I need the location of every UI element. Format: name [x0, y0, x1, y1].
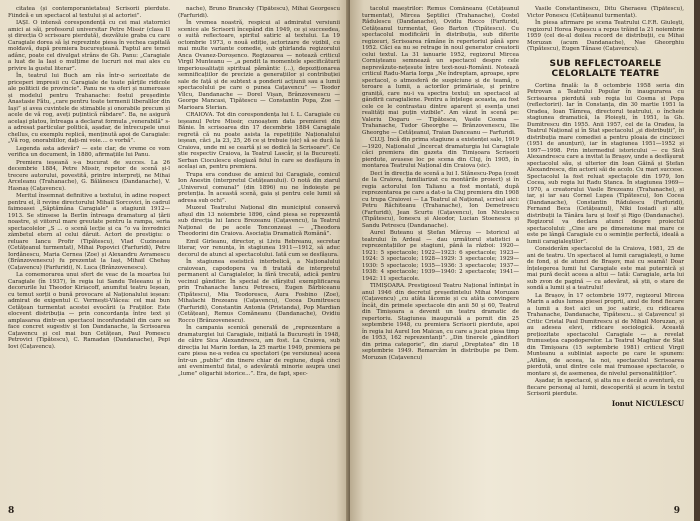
paragraph: Cortina finală: la 8 octombrie 1958 seria din Petrovan a Teatrului Popular în inaugurarea cu Scrisoarea pierdută sub regia lui Cosma și Popa (reflectoriri). Iar în Constanța, din 30 martie 1951 la Oradea, Ioan Tâmrea, directorul teatrului, o încheie stagiunea dramatică, la Ploiești, în 1951, la Gh. Dumitrescu din 1955. Anii 1957, cel de la Oradea, la Teatrul Național și în Stat spectacolul „și distribuții”, în distribuția mare comediei a pentru ploaia de cincizeci (1951 de anunțuri), iar în stagiunea 1951—1952 și 1997—1998. Prin intermediul istoricului — cu Sică Alexandrescu care a invitat la Brașov, unde a desfășurat spectacolul său, și ulterior din Ioan Găină și Ștefan Alexandrescu, din actorii săi de acolo. Cu mari succese. Spectacolul la fost reluat spectacole din 1979, Ion Cocea, sub regia lui Radu Stanca. În stagiunea 1969—1970, a creatorului Vasile Brezeanu (Trahanache), și iar, și iar sau Cornel Lupea (Tipătescu), Ion Cocea (Dandanache), Constantin Rădulescu (Farfuridi), Fernand Beca (Cetățeanul), Niki Iosiadi și alte distribuții la Tânăra Iaru și Iosif și Rigo (Dandanache). Regizorul va declara atunci despre proiectul spectacolului: „Cine are pe dimensiune mai mare ce este pe lângă Caragiale cu o seminție perfectă, ideală a lumii caragialeştilor”. — [527, 82, 684, 245]
paragraph: Vasile Constantinescu, Ditu Gheraesu (Tipătescu), Victor Ponescu (Cetățeanul turmentat). — [527, 6, 684, 19]
section-heading: SUB REFLECTOARELE CELORLALTE TEATRE — [549, 58, 662, 79]
paragraph: La Brașov, în 17 octombrie 1977, regizorul Mircea Marin a adus lumea piesei proprii, anul de fond fiecare a lumii a fost aici un joc satiric, cu ridicarea Trahanache, Dandanache, Tipătescu... și Cațavencu! și Critic Cristal Paul Dumitrescu și de Mihail Moruzan, și au adesea elevi, ridicare sociologică. Această prețiozitate spectacolul Caragiale — a revelat frumusețea capodoperelor. La Teatrul Maghiar de Stat din Timișoara (15 septembrie 1981) criticul Virgil Munteanu a subliniat aspecte pe care le spunem: „Aflăm, de aceea, la noi, spectacolul Scrisoarea pierdută, unul dintre cele mai frumoase spectacole, o montare și, de asemenea, de nivelul personalităților”. — [527, 292, 684, 377]
paragraph: Meritul însemnat definitive a textului, în adine respect pentru el, îl revine directorului Mihail Sorcovici, în cadrul faimoasei „Săptămâna Caragiale” a stagiunii 1912—1913. Se stinsese la Berlin întreaga dramaturg al țării noastre, și viitorul mare greutate pentru la rampa, seria spectacolelor „S ... o scenă lecție și ca ”o va învrednici zâmbetul etern al celui dăruit. Actori de prestigiu: o reluare Iancu Profir (Tipătescu), Vlad Cuzineanu (Cetățeanul turmentat), Mihai Popovici (Farfuridi), Petre Iordănescu, Maria Cernea (Zoe) și Alexandru Avramescu (Brânzovenescu) fu prezentat la Iași, Mihail Chehaș (Cațavencu) (Farfuridi), N. Luca (Brânzovenescu). — [8, 193, 170, 271]
right-column-2-body — [527, 83, 684, 398]
paragraph: Premiera ieșeană s-a bucurat de succes. La 26 decembrie 1884, Petre Missir, repetor de scenă și-l trecere autorului, povestită, printre interpreți, ne Mihai Arceleanu (Trahanache), G. Bălănescu (Dandanache), V. Hasnaș (Cațavencu). — [8, 159, 170, 192]
right-column-1 — [362, 6, 519, 506]
right-page-columns — [362, 6, 684, 506]
page-number-left: 8 — [8, 506, 15, 516]
left-column-2 — [178, 6, 340, 506]
paragraph: În stagiunea eseistică interbelică, a Naționalului craiovean, capodopera va fi tratată de interpretul permanent al Caragialelor, la fără trecută, adică pentru vecinul gânditor. În special de sfârșitul exemplificarea prin Trahanache Iancu Petrescu, Eugen Bărbiceanu (Tipătescu), Mia Teodorescu, Aura Fosbino (Zoe), Mihalachi Brezeanu (Cațavencu), Cocea Dumitrescu (Farfuridi), Constantin Antonia (Pristanda), Pop Mardian (Cetățean), Remus Comăneanu (Dandanache), Ovidiu Rocco (Brânzovenescu). — [178, 259, 340, 324]
paragraph: La comemorarea unui sfert de veac de la moartea lui Caragiale (în 1937), în regia lui Sandu Teleeanu și în decorurile lui Theodor Kiriacoff, anumitul teatru Ieșean, cu temut sorții o bună provocare al Naționalului ieșean: admirat de exigentul C. Vermești-Vlăcea: cel mai bun Cetățean turmentat acestei evocării (a Frațiilor. Este elocvent distribuția — prin concordanța între text și amplasarea dintr-un spectacol inconfundabil din care se face concret sugestiv și Ion Dandanache, la Scrisoarea Cațavencu și cel mai bun Cetățean, Paul Pomescu Petrovici (Tipătescu), C. Ramadan (Dandanache), Pepi Iovi (Cațavencu). — [8, 272, 170, 350]
right-column-2 — [527, 6, 684, 506]
page-number-right: 9 — [673, 506, 680, 516]
paragraph: Emil Girleanu, director, și Liviu Rebreanu, secretar literar, vor renunța, în stagiunea 1911—1912, să aduc decorul de atunci al spectacolului. Iată cum se desfășura. — [178, 238, 340, 258]
paragraph: Aurel Buteanu și Ștefan Mărcuș — Istoricul al teatrului în Ardeal — dau următorul statistici a reprezentațiilor pe stagiuni, până la război: 1920—1921: 5 spectacole; 1922—1923: 6 spectacole; 1923—1924: 3 spectacole; 1928—1929: 3 spectacole; 1929—1930: 5 spectacole; 1935—1936: 3 spectacole; 1937—1938: 4 spectacole; 1939—1940: 2 spectacole; 1941—1942: 11 spectacole. — [362, 230, 519, 282]
paragraph: Legenda asta adevăr? — este clar, de vreme ce vom verifica un document, în 1880, afirmațiile lui Panu. — [8, 145, 170, 158]
right-column-2-top — [527, 6, 684, 53]
book-edge — [694, 0, 700, 521]
right-page — [350, 0, 694, 521]
paragraph: În campania scenică generală de „reprezentare a dramaturgiei lui Caragiale, inițiată la București în 1948, de către Sica Alexandrescu, am fost. La Craiova, sub direcția lui Marin Iordan, la 25 martie 1949, premiera pe care piesa ne-a vedea cu spectatori (pe versiunea) aceea într-un „public” din tinere chiar de regiune, după cinci ani evenimentul fatal, o adevărată minorie asupra unei „lume” oligarhii istorice...”. Era, de fapt, spec- — [178, 325, 340, 377]
paragraph: IAȘI. O intensă corespondență cu cei mai statornici amici ai săi, profesorul universitar Petre Missir (clasa II și direcția O scrisoare pierdută), dezvăluie graba cu care Caragiale dorea să își reprezinte piesa în vechea capitală moldavă, după premiera bucureșteană. Faptul are temei adânc, poate cel divulgat strâns de Gh. Panu: „Caragiale a luat de la Iași o mulțime de lucruri noi mai ales cu privire la gustul literar”. — [8, 20, 170, 72]
paragraph: Așadar, în spectacol, și alta nu e decât o aventură, cu fiecare personaj al lumii, descoperită și acum în textul Scrisorii pierdute. — [527, 378, 684, 397]
paragraph: CLUJ. Încă din prima stagiune a existenței sale, 1919—1920, Naționalul „încercat dramaturgia lui Caragiale căci premiera din gazeta din Timișoara Scrisorii pierdute, avusese loc pe scena din Cluj, în 1905, în montarea Teatrului Național din Craiova (sic). — [362, 137, 519, 169]
left-column-1 — [8, 6, 170, 506]
paragraph: Trupa era conduse de amicul lui Caragiale, comicul Ion Anestin (interpretul Cetățeanului). O notă din ziarul „Universul comunal” (din 1896) nu ne îndoiește pe pretenția. În această scenă, gaia și pentru cele lumii să adresa sub ochi”. — [178, 171, 340, 204]
paragraph: CRAIOVA. Tot din corespondența lui I. L. Caragiale cu ieșeanul Petre Missir, cunoaștem data premierei din Bănie. În scrisoarea din 17 decembrie 1884 Caragiale regretă că nu poate asista la repetițiile Naționalului ieșean, căci „la 23, 25, 26 ce și trebuie (sic) să se ducă la Craiova, unde mi se ceartă și se dedică la Scrisoare”. Ce știe respectiv Craiova, la Teatrul Lascăr, și la București. Serban Cioculescu elogiază felul în care se desfășura în același an, pentru premiera. — [178, 112, 340, 170]
paragraph: În piesa afirmare pe scena Teatrului C.F.R. Giuleşti, regizorul Horea Popescu a repus trăind la 21 noiembrie 1959 (cel de-al doilea record de distribuții, cu Mihai Moruzan (acum Dandanache), Nae Gheorghiu (Tipătescu), Eugen Tănase (Cațavencu). — [527, 20, 684, 52]
left-page-columns — [8, 6, 340, 506]
paragraph: tacolul maeștrilor: Remus Comăneanu (Cetățeanul turmentat), Mircea Șeptilici (Trahanache), Costel Rădulescu (Dandanache), Ovidiu Rocco (Farfuridi, Cetățeanul turmentat, Geo Barton (Tipătescu). Cu spectacolul modificării în distribuția, sub diferite regizeuri, Scrisoarea rămâne în repertoriul până spre 1952. Căci ea nu se retrage în noul generator creatorii celui textul. La 31 ianuarie 1952, regizorul Mircea Cornișteanu semnează un spectacol despre cele neprevăzute-nețesute între text-noui-Românii. Notează criticul Radu-Maria Iorga „Ne îndreptam, aproape, spre spectacol, o atmosferă de suspiciune și de teamă, o teroare a lumii, a actorilor primăriale, și printre graniță, care nu-i va spectra textul; un spectacol al gândirii caragialiene. Pentru a înțelege aceasta, au fost cele ce le contrastau dintre aparent și esența unei realități mai puțin vizibile”. Am văzut în scenă pe: Valeriu Dogaru — Tipătescu, Vasile Cosma — Trahanache, Tudor Gheorghe — Brânzovenescu, Ilie Gheorghe — Cetățeanul, Traian Danceanu — Farfuridi. — [362, 6, 519, 136]
paragraph: Deci în direcția de scenă a lui I. Stănescu-Popa (cosit de la Craiova, familiarizat cu montările proiect) și în regia actorului Ion Talianu a fost montată, după reprezentarea pe care a dat-o la Cluj premiera din 1908 cu trupa Craiovei — La Teatrul al Național, scrisul aici: Petru Răchiteanu (Trahanache), Ion Demetrescu (Farfuridi), Jean Scurtu (Cațavencu), Ion Niculescu (Tipătescu), Ionescu și Aleodor, Lucian Stoenescu și Sandu Petrescu (Dandanache). — [362, 170, 519, 229]
paragraph: În vremea noastră, respicui al admiratul versiunii scenice ale Scrisorii începând din 1949, ce și succeedea, o suită reflectoare, spiritul satiric al textului. La 19 octombrie 1973, o nouă ediție, actorizare de vizibil, cu mai multe variante comedie, sub ghirlanda regizorului Anca Ovanez-Doroșenco. Regizoarea — notează criticul Virgil Munteanu — „a pendit la momentele specificăturii imperiousalitații spiritual pământic (...), depoziționarea semnificațiilor de precizie a generațiilor și contribuției sale de față și de subtext a ponderii acțiunii sau a lumii spectacolului pe care o punea Cațavencu” — Teodor Vîlcu, Dandanache — Dorel Vișan, Brânzovenescu — George Mancasi, Tipătescu — Constantin Popa, Zoe — Marioara Sterian. — [178, 20, 340, 111]
author-signature: Ionut NICULESCU — [611, 398, 684, 408]
paragraph: citatea (și contemporanietatea) Scrisorii pierdute. Fiindcă e un spectacol al textului și al actoriei”. — [8, 6, 170, 19]
paragraph: În, teatrul lui Buch am râs într-o seriozitate de priceperi impresii cu Caragiale de toate părțile ridicole ale politicii de provincie”. Panu ne va oferi și numeroase și modelul pentru Trahanache: fostul președinte Anastasie Fătu, „care pentru toate termenii liberalilor din Iași” și avea cuvintele de stimabile și onorabile precum și acele de vă rog, aveți puțintică răbdare”. Ba, ne asigură același platou, întreaga a declarat formula „venerabilă” s-a adresat particular politică, așadar, de întrecupele unui chellus, cu exemplu replică, menținută apoi de Caragiale: „Vă rog, onorabililor, dați-mi voie.... o vorbă”. — [8, 73, 170, 144]
paragraph: nache), Bruno Brancsky (Tipătescu), Mihai Georgescu (Farfuridi). — [178, 6, 340, 19]
paragraph: Considerăm spectacolul de la Craiova, 1981, 25 de ani de teatru. Un spectacol al lumii caragialești, o lume de fond, și de atunci de Brașov, mai cu seamă! Doar înțelegerea lumii lui Caragiale este mai puternică și mai pură decât aceea a altui — Iată: Caragiale, arta lui sub zvon de pagină — cu adevărat, să știi, o stare de sondă a lumii și a teatrului! — [527, 246, 684, 291]
paragraph: TIMIȘOARA. Prestigiosul Teatru Național înființat în anul 1946 din decretul președintelui Mihai Moruzan (Cațavencu) „cu atâta lăcomie și cu atâta convingere încât, din primele spectacole din anii 50 și 60, Teatrul din Timișoara a devenit un teatru dramatic de repertoriu. Stagiunea inaugurală a pornit din 25 septembrie 1948, cu premiera Scrisorii pierdute, apoi în regia lui Aurel Ion Maican, cu care a jucat piesa timp de 1953, 162 reprezentanți”. „Din tinerele „gânditori din prima categorie”, din ziarul „Dreptatea” din 18 septembrie 1949. Remarcăm în distribuție pe Dem. Moruzan (Cațavencu) — [362, 283, 519, 361]
paragraph: Muzeul Teatrului Național din municipiul conservă afișul din 13 noiembrie 1896, când piesa se reprezentă sub direcția lui Iancu Brezeanu (Cațavencu), la Teatrul Național de pe acele Tonconzeași — „Theodora Theodorini din Craiova. Asociația Dramatică Română”. — [178, 205, 340, 237]
